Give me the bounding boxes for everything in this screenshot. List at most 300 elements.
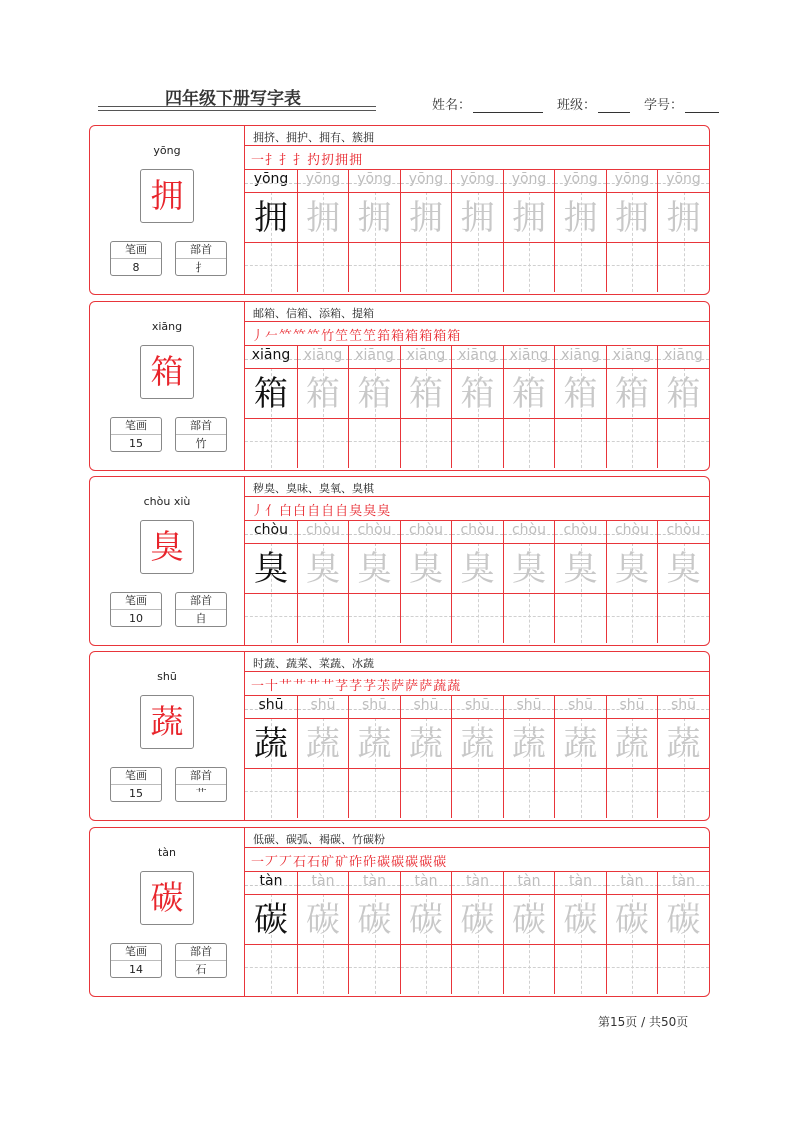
cell-pinyin: tàn <box>414 873 438 889</box>
grid-guide-horizontal <box>607 265 658 266</box>
grid-guide-horizontal <box>349 265 400 266</box>
cell-pinyin: chòu <box>460 522 495 538</box>
stroke-step: 𥫗 <box>293 329 308 344</box>
cell-pinyin: tàn <box>466 873 489 889</box>
trace-character: 臭 <box>512 549 546 589</box>
pinyin-guide-line <box>452 885 503 886</box>
trace-character: 碳 <box>563 900 598 940</box>
stroke-order-sequence <box>251 149 363 168</box>
writing-cell[interactable] <box>606 521 658 643</box>
stroke-step: 亻 <box>265 504 280 519</box>
pinyin-label: xiāng <box>151 320 183 333</box>
cell-pinyin: yōng <box>614 171 650 187</box>
trace-character: 蔬 <box>254 724 288 764</box>
stroke-step: 碳 <box>419 855 434 870</box>
pinyin-guide-line <box>349 885 400 886</box>
stroke-order-sequence <box>251 675 461 694</box>
character-info-panel <box>90 828 245 996</box>
writing-cell[interactable] <box>400 872 452 994</box>
writing-cell[interactable] <box>400 170 452 292</box>
grid-guide-horizontal <box>349 441 400 442</box>
writing-cell[interactable] <box>657 872 709 994</box>
stroke-step: 臭 <box>349 504 364 519</box>
writing-cell[interactable] <box>297 696 349 818</box>
stroke-step: 竹 <box>321 329 336 344</box>
stroke-step: 蔬 <box>447 679 462 694</box>
example-words: 低碳、碳弧、褐碳、竹碳粉 <box>253 833 385 846</box>
stroke-step: 箱 <box>447 329 462 344</box>
writing-cell[interactable] <box>554 872 606 994</box>
cell-pinyin: yōng <box>305 171 341 187</box>
grid-guide-horizontal <box>401 791 452 792</box>
writing-cell[interactable] <box>245 521 297 643</box>
stroke-count-label: 笔画 <box>111 944 161 961</box>
writing-cell[interactable] <box>554 696 606 818</box>
stroke-step: 砟 <box>349 855 364 870</box>
writing-cell[interactable] <box>554 521 606 643</box>
writing-cell[interactable] <box>348 696 400 818</box>
trace-character: 碳 <box>460 900 495 940</box>
trace-character: 碳 <box>306 900 340 940</box>
example-words: 秽臭、臭味、臭氧、臭棋 <box>253 482 374 495</box>
row-divider <box>245 418 709 419</box>
example-words: 拥挤、拥护、拥有、簇拥 <box>253 131 374 144</box>
writing-cell[interactable] <box>297 521 349 643</box>
pinyin-guide-line <box>504 183 555 184</box>
stroke-step: 萨 <box>419 679 434 694</box>
stroke-step: 箱 <box>405 329 420 344</box>
grid-guide-horizontal <box>555 616 606 617</box>
stroke-step: 𥫗 <box>307 329 322 344</box>
cell-pinyin: xiāng <box>458 347 497 363</box>
grid-guide-horizontal <box>607 967 658 968</box>
writing-cell[interactable] <box>348 521 400 643</box>
grid-guide-horizontal <box>452 616 503 617</box>
page-number: 第15页 / 共50页 <box>598 1015 689 1029</box>
stroke-step: 𠂉 <box>265 329 280 344</box>
grid-guide-horizontal <box>607 791 658 792</box>
model-character: 碳 <box>140 871 194 925</box>
grid-guide-horizontal <box>401 967 452 968</box>
cell-pinyin: shū <box>310 697 336 713</box>
model-character: 蔬 <box>140 695 194 749</box>
row-divider <box>245 894 709 895</box>
writing-cell[interactable] <box>348 872 400 994</box>
cell-pinyin: yōng <box>357 171 392 187</box>
grid-guide-horizontal <box>555 967 606 968</box>
row-divider <box>245 847 709 848</box>
row-divider <box>245 593 709 594</box>
practice-area <box>245 652 709 820</box>
writing-cell[interactable] <box>554 346 606 468</box>
stroke-count-label: 笔画 <box>111 768 161 785</box>
pinyin-guide-line <box>298 359 349 360</box>
stroke-order-sequence <box>251 325 461 344</box>
writing-cell[interactable] <box>503 872 555 994</box>
writing-cell[interactable] <box>451 170 503 292</box>
writing-cell[interactable] <box>297 170 349 292</box>
trace-character: 蔬 <box>615 724 649 764</box>
cell-pinyin: chòu <box>408 522 443 538</box>
writing-cell[interactable] <box>348 346 400 468</box>
pinyin-guide-line <box>658 183 709 184</box>
stroke-step: 丆 <box>279 855 294 870</box>
writing-cell[interactable] <box>606 346 658 468</box>
pinyin-guide-line <box>245 359 297 360</box>
grid-guide-horizontal <box>658 791 709 792</box>
row-divider <box>245 145 709 146</box>
cell-pinyin: tàn <box>363 873 386 889</box>
row-divider <box>245 192 709 193</box>
grid-guide-horizontal <box>555 441 606 442</box>
stroke-step: 丿 <box>251 329 266 344</box>
cell-pinyin: tàn <box>517 873 541 889</box>
trace-character: 箱 <box>254 374 288 414</box>
character-card <box>89 476 710 646</box>
radical-label: 部首 <box>176 593 226 610</box>
stroke-step: 芓 <box>335 679 350 694</box>
cell-pinyin: xiāng <box>561 347 600 363</box>
cell-pinyin: xiāng <box>509 347 549 363</box>
stroke-step: 石 <box>307 855 322 870</box>
writing-cell[interactable] <box>451 872 503 994</box>
stroke-step: 一 <box>251 679 266 694</box>
grid-guide-horizontal <box>245 791 297 792</box>
cell-pinyin: yōng <box>253 171 289 187</box>
stroke-step: 十 <box>265 679 280 694</box>
pinyin-guide-line <box>555 709 606 710</box>
writing-cell[interactable] <box>657 521 709 643</box>
stroke-step: 扨 <box>321 153 336 168</box>
cell-pinyin: shū <box>413 697 439 713</box>
pinyin-guide-line <box>452 534 503 535</box>
cell-pinyin: shū <box>516 697 542 713</box>
trace-character: 蔬 <box>357 724 392 764</box>
page-title: 四年级下册写字表 <box>165 89 301 109</box>
field-blank[interactable] <box>473 100 543 113</box>
cell-pinyin: shū <box>567 697 594 713</box>
grid-guide-horizontal <box>401 265 452 266</box>
trace-character: 碳 <box>254 900 288 940</box>
trace-character: 碳 <box>615 900 649 940</box>
cell-pinyin: shū <box>619 697 645 713</box>
stroke-step: 蔬 <box>433 679 448 694</box>
stroke-order-sequence <box>251 500 391 519</box>
pinyin-label: shū <box>157 670 177 683</box>
pinyin-guide-line <box>401 885 452 886</box>
radical-value: 石 <box>195 963 207 976</box>
cell-pinyin: xiāng <box>406 347 446 363</box>
writing-cell[interactable] <box>245 346 297 468</box>
trace-character: 碳 <box>666 900 701 940</box>
pinyin-guide-line <box>607 534 658 535</box>
writing-cell[interactable] <box>348 170 400 292</box>
pinyin-guide-line <box>607 359 658 360</box>
grid-guide-horizontal <box>452 967 503 968</box>
character-info-panel <box>90 477 245 645</box>
stroke-count-value: 14 <box>129 963 143 976</box>
trace-character: 蔬 <box>409 724 443 764</box>
grid-guide-horizontal <box>298 616 349 617</box>
writing-cell[interactable] <box>503 696 555 818</box>
writing-cell[interactable] <box>400 696 452 818</box>
radical-value: 竹 <box>195 437 207 450</box>
cell-pinyin: shū <box>258 697 284 713</box>
writing-cell[interactable] <box>606 872 658 994</box>
writing-cell[interactable] <box>245 170 297 292</box>
cell-pinyin: chòu <box>563 522 598 538</box>
writing-cell[interactable] <box>245 696 297 818</box>
trace-character: 拥 <box>409 198 443 238</box>
grid-guide-horizontal <box>555 791 606 792</box>
cell-pinyin: xiāng <box>612 347 652 363</box>
trace-character: 蔬 <box>563 724 598 764</box>
writing-cell[interactable] <box>451 346 503 468</box>
pinyin-guide-line <box>504 709 555 710</box>
trace-character: 箱 <box>409 374 443 414</box>
pinyin-guide-line <box>245 183 297 184</box>
writing-cell[interactable] <box>503 346 555 468</box>
writing-cell[interactable] <box>400 346 452 468</box>
cell-pinyin: xiāng <box>664 347 703 363</box>
pinyin-guide-line <box>658 885 709 886</box>
pinyin-guide-line <box>245 534 297 535</box>
stroke-step: 矿 <box>335 855 350 870</box>
character-card <box>89 827 710 997</box>
trace-character: 箱 <box>357 374 392 414</box>
student-field[interactable] <box>432 94 543 113</box>
stroke-step: 白 <box>279 504 294 519</box>
example-words: 邮箱、信箱、添箱、提箱 <box>253 307 374 320</box>
writing-cell[interactable] <box>297 346 349 468</box>
stroke-step: 箱 <box>391 329 406 344</box>
trace-character: 箱 <box>306 374 340 414</box>
radical-box <box>175 417 227 452</box>
field-blank[interactable] <box>598 100 630 113</box>
grid-guide-horizontal <box>298 441 349 442</box>
cell-pinyin: tàn <box>672 873 695 889</box>
character-card <box>89 301 710 471</box>
stroke-step: 拥 <box>349 153 364 168</box>
pinyin-guide-line <box>401 534 452 535</box>
practice-area <box>245 302 709 470</box>
trace-character: 箱 <box>512 374 546 414</box>
writing-cell[interactable] <box>297 872 349 994</box>
cell-pinyin: shū <box>464 697 491 713</box>
writing-cell[interactable] <box>657 696 709 818</box>
radical-box <box>175 241 227 276</box>
row-divider <box>245 368 709 369</box>
row-divider <box>245 944 709 945</box>
stroke-step: 𥫗 <box>279 329 294 344</box>
writing-cell[interactable] <box>606 170 658 292</box>
grid-guide-horizontal <box>245 616 297 617</box>
cell-pinyin: xiāng <box>355 347 394 363</box>
writing-cell[interactable] <box>400 521 452 643</box>
pinyin-guide-line <box>504 359 555 360</box>
grid-guide-horizontal <box>401 616 452 617</box>
practice-area <box>245 477 709 645</box>
grid-guide-horizontal <box>349 791 400 792</box>
stroke-step: 一 <box>251 855 266 870</box>
grid-guide-horizontal <box>504 265 555 266</box>
stroke-count-value: 15 <box>129 437 143 450</box>
pinyin-guide-line <box>452 359 503 360</box>
stroke-step: 芓 <box>363 679 378 694</box>
grid-guide-horizontal <box>245 967 297 968</box>
writing-cell[interactable] <box>503 170 555 292</box>
cell-pinyin: shū <box>670 697 697 713</box>
practice-area <box>245 126 709 294</box>
stroke-count-value: 15 <box>129 787 143 800</box>
pinyin-guide-line <box>452 709 503 710</box>
radical-value: 艹 <box>195 787 207 800</box>
trace-character: 拥 <box>615 198 649 238</box>
writing-cell[interactable] <box>606 696 658 818</box>
cell-pinyin: tàn <box>311 873 335 889</box>
trace-character: 拥 <box>306 198 340 238</box>
trace-character: 箱 <box>615 374 649 414</box>
writing-cell[interactable] <box>554 170 606 292</box>
writing-cell[interactable] <box>657 346 709 468</box>
cell-pinyin: chòu <box>666 522 701 538</box>
writing-cell[interactable] <box>451 696 503 818</box>
stroke-step: 萨 <box>405 679 420 694</box>
stroke-count-label: 笔画 <box>111 242 161 259</box>
cell-pinyin: chòu <box>357 522 392 538</box>
character-card <box>89 651 710 821</box>
grid-guide-horizontal <box>555 265 606 266</box>
grid-guide-horizontal <box>298 967 349 968</box>
pinyin-guide-line <box>401 183 452 184</box>
stroke-step: 丆 <box>265 855 280 870</box>
trace-character: 拥 <box>357 198 392 238</box>
pinyin-guide-line <box>245 709 297 710</box>
stroke-count-box <box>110 592 162 627</box>
radical-label: 部首 <box>176 418 226 435</box>
stroke-count-value: 8 <box>132 261 140 274</box>
cell-pinyin: xiāng <box>303 347 343 363</box>
example-words: 时蔬、蔬菜、菜蔬、冰蔬 <box>253 657 374 670</box>
stroke-step: 矿 <box>321 855 336 870</box>
pinyin-guide-line <box>349 534 400 535</box>
writing-cell[interactable] <box>657 170 709 292</box>
stroke-count-box <box>110 943 162 978</box>
stroke-step: 扌 <box>293 153 308 168</box>
pinyin-guide-line <box>401 709 452 710</box>
stroke-count-value: 10 <box>129 612 143 625</box>
row-divider <box>245 543 709 544</box>
stroke-step: 碳 <box>433 855 448 870</box>
pinyin-label: tàn <box>157 846 177 859</box>
radical-box <box>175 592 227 627</box>
trace-character: 拥 <box>512 198 546 238</box>
stroke-step: 扌 <box>265 153 280 168</box>
grid-guide-horizontal <box>504 791 555 792</box>
student-field[interactable] <box>557 94 630 113</box>
stroke-count-label: 笔画 <box>111 593 161 610</box>
trace-character: 拥 <box>563 198 598 238</box>
row-divider <box>245 496 709 497</box>
stroke-step: 茮 <box>377 679 392 694</box>
pinyin-guide-line <box>504 885 555 886</box>
model-character: 拥 <box>140 169 194 223</box>
grid-guide-horizontal <box>607 616 658 617</box>
stroke-step: 自 <box>307 504 322 519</box>
pinyin-guide-line <box>658 534 709 535</box>
stroke-step: 筘 <box>377 329 392 344</box>
radical-box <box>175 943 227 978</box>
cell-pinyin: yōng <box>460 171 495 187</box>
pinyin-guide-line <box>298 183 349 184</box>
grid-guide-horizontal <box>504 616 555 617</box>
cell-pinyin: chòu <box>253 522 288 538</box>
stroke-count-box <box>110 767 162 802</box>
stroke-count-box <box>110 417 162 452</box>
writing-cell[interactable] <box>451 521 503 643</box>
stroke-step: 笁 <box>363 329 378 344</box>
stroke-count-box <box>110 241 162 276</box>
cell-pinyin: xiāng <box>251 347 291 363</box>
stroke-step: 丿 <box>251 504 266 519</box>
trace-character: 拥 <box>254 198 288 238</box>
trace-character: 蔬 <box>512 724 546 764</box>
grid-guide-horizontal <box>452 265 503 266</box>
stroke-step: 艹 <box>279 679 294 694</box>
radical-box <box>175 767 227 802</box>
radical-label: 部首 <box>176 242 226 259</box>
field-label: 学号： <box>644 98 684 113</box>
stroke-step: 芓 <box>349 679 364 694</box>
stroke-order-sequence <box>251 851 447 870</box>
grid-guide-horizontal <box>452 791 503 792</box>
trace-character: 碳 <box>409 900 443 940</box>
trace-character: 臭 <box>460 549 495 589</box>
character-info-panel <box>90 652 245 820</box>
writing-cell[interactable] <box>245 872 297 994</box>
cell-pinyin: chòu <box>511 522 546 538</box>
grid-guide-horizontal <box>349 616 400 617</box>
trace-character: 拥 <box>460 198 495 238</box>
stroke-step: 碳 <box>391 855 406 870</box>
trace-character: 臭 <box>306 549 340 589</box>
stroke-step: 砟 <box>363 855 378 870</box>
radical-value: 自 <box>195 612 207 625</box>
stroke-step: 碳 <box>377 855 392 870</box>
pinyin-guide-line <box>349 183 400 184</box>
trace-character: 臭 <box>357 549 392 589</box>
stroke-step: 扌 <box>279 153 294 168</box>
field-blank[interactable] <box>685 100 719 113</box>
pinyin-guide-line <box>607 709 658 710</box>
row-divider <box>245 321 709 322</box>
pinyin-guide-line <box>555 359 606 360</box>
cell-pinyin: yōng <box>511 171 547 187</box>
writing-cell[interactable] <box>503 521 555 643</box>
trace-character: 臭 <box>254 549 288 589</box>
pinyin-guide-line <box>298 534 349 535</box>
pinyin-guide-line <box>555 183 606 184</box>
model-character: 臭 <box>140 520 194 574</box>
stroke-step: 自 <box>321 504 336 519</box>
stroke-step: 扚 <box>307 153 322 168</box>
pinyin-label: chòu xiù <box>143 495 191 508</box>
field-label: 班级： <box>557 98 597 113</box>
student-field[interactable] <box>644 94 719 113</box>
pinyin-guide-line <box>349 709 400 710</box>
stroke-step: 碳 <box>405 855 420 870</box>
pinyin-label: yōng <box>153 144 181 157</box>
